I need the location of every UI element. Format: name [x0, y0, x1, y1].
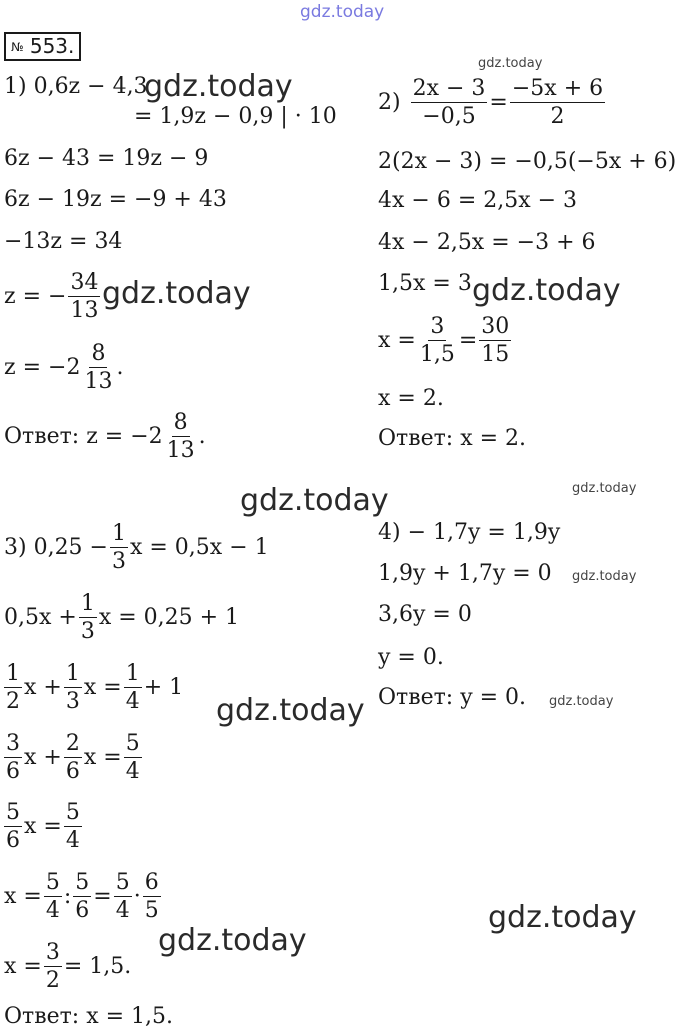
- numerator: 6: [143, 871, 161, 897]
- denominator: 3: [65, 689, 80, 714]
- number-sign: №: [11, 40, 24, 54]
- text: ·: [133, 884, 141, 909]
- fraction: [114, 871, 132, 922]
- numerator: 5: [44, 871, 62, 897]
- numerator: 1: [110, 522, 128, 548]
- text: z = −2: [4, 355, 81, 380]
- numerator: 3: [428, 315, 446, 341]
- text: :: [63, 884, 72, 909]
- text: 0,5x +: [4, 605, 77, 630]
- p1-line7: [4, 340, 124, 394]
- text: 3) 0,25 −: [4, 535, 108, 560]
- p4-line2: 1,9y + 1,7y = 0: [378, 561, 552, 586]
- p2-line3: 4x − 6 = 2,5x − 3: [378, 188, 578, 213]
- text: x =: [4, 954, 42, 979]
- denominator: 1,5: [419, 342, 455, 367]
- problem-number-badge: [4, 32, 81, 61]
- p3-line6: [4, 869, 163, 923]
- p4-line4: y = 0.: [378, 645, 444, 670]
- numerator: 2x − 3: [411, 77, 488, 103]
- p2-line4: 4x − 2,5x = −3 + 6: [378, 230, 596, 255]
- p1-line5: −13z = 34: [4, 229, 123, 254]
- p2-line2: 2(2x − 3) = −0,5(−5x + 6): [378, 149, 677, 174]
- numerator: 8: [89, 342, 107, 368]
- fraction: [44, 941, 62, 992]
- watermark: gdz.today: [472, 273, 621, 308]
- numerator: 34: [68, 271, 100, 297]
- numerator: 3: [4, 732, 22, 758]
- fraction: [82, 342, 114, 393]
- text: x = 0,25 + 1: [98, 605, 240, 630]
- p2-answer: Ответ: x = 2.: [378, 426, 527, 451]
- numerator: −5x + 6: [510, 77, 605, 103]
- fraction: [4, 732, 22, 783]
- denominator: 2: [45, 968, 60, 993]
- text: .: [116, 355, 124, 380]
- text: x =: [24, 814, 62, 839]
- denominator: 6: [6, 828, 20, 853]
- p1-answer: [4, 409, 206, 463]
- text: =: [489, 90, 508, 115]
- fraction: [411, 77, 488, 128]
- p3-line2: [4, 590, 240, 644]
- fraction: [479, 315, 511, 366]
- fraction: [79, 592, 97, 643]
- text: x =: [83, 745, 122, 770]
- text: x =: [4, 884, 42, 909]
- watermark: gdz.today: [158, 923, 307, 958]
- text: x =: [83, 675, 122, 700]
- fraction: [4, 801, 22, 852]
- numerator: 8: [172, 411, 190, 437]
- watermark-small: gdz.today: [549, 694, 614, 709]
- fraction: [64, 732, 82, 783]
- denominator: 6: [75, 898, 90, 923]
- text: = 1,5.: [63, 954, 132, 979]
- text: =: [93, 884, 112, 909]
- numerator: 2: [64, 732, 82, 758]
- denominator: 3: [111, 549, 126, 574]
- p1-line3: 6z − 43 = 19z − 9: [4, 146, 209, 171]
- watermark: gdz.today: [240, 483, 389, 518]
- fraction: [124, 732, 142, 783]
- denominator: 6: [65, 759, 80, 784]
- watermark-top: gdz.today: [300, 2, 385, 22]
- problem-number: 553.: [29, 34, 75, 58]
- text: + 1: [143, 675, 184, 700]
- p2-line5: 1,5x = 3: [378, 271, 472, 296]
- denominator: 15: [481, 342, 510, 367]
- numerator: 5: [73, 871, 91, 897]
- fraction: [64, 801, 82, 852]
- text: x =: [378, 328, 416, 353]
- p3-line5: [2, 799, 84, 853]
- p3-line4: [2, 730, 144, 784]
- denominator: 13: [70, 298, 99, 323]
- denominator: 4: [45, 898, 60, 923]
- p4-answer: Ответ: y = 0.: [378, 685, 527, 710]
- numerator: 1: [124, 662, 142, 688]
- numerator: 5: [64, 801, 82, 827]
- text: Ответ: z = −2: [4, 424, 163, 449]
- p4-line1: 4) − 1,7y = 1,9y: [378, 520, 561, 545]
- p4-line3: 3,6y = 0: [378, 602, 472, 627]
- denominator: 4: [125, 759, 140, 784]
- text: =: [458, 328, 478, 353]
- p1-line4: 6z − 19z = −9 + 43: [4, 187, 227, 212]
- p3-line3: [2, 660, 184, 714]
- fraction: [165, 411, 197, 462]
- text: x +: [24, 675, 62, 700]
- denominator: 2: [6, 689, 20, 714]
- denominator: 3: [80, 619, 95, 644]
- watermark-small: gdz.today: [572, 481, 637, 496]
- denominator: 5: [144, 898, 159, 923]
- numerator: 5: [114, 871, 132, 897]
- text: x = 0,5x − 1: [129, 535, 269, 560]
- text: z = −: [4, 284, 67, 309]
- watermark: gdz.today: [216, 693, 365, 728]
- fraction: [124, 662, 142, 713]
- watermark-small: gdz.today: [478, 56, 543, 71]
- fraction: [64, 662, 82, 713]
- p3-line1: [4, 520, 269, 574]
- numerator: 30: [479, 315, 511, 341]
- denominator: 6: [6, 759, 20, 784]
- denominator: 2: [550, 104, 565, 129]
- text: .: [198, 424, 206, 449]
- numerator: 1: [64, 662, 82, 688]
- numerator: 5: [4, 801, 22, 827]
- p2-line6: [378, 313, 513, 367]
- p2-line7: x = 2.: [378, 386, 444, 411]
- denominator: 13: [84, 369, 113, 394]
- watermark: gdz.today: [144, 69, 293, 104]
- denominator: 4: [65, 828, 80, 853]
- denominator: 13: [166, 438, 195, 463]
- text: 2): [378, 90, 401, 115]
- fraction: [510, 77, 605, 128]
- watermark-small: gdz.today: [572, 569, 637, 584]
- p1-line2: = 1,9z − 0,9 | · 10: [134, 104, 337, 129]
- p1-line6: [4, 269, 102, 323]
- numerator: 1: [79, 592, 97, 618]
- p3-line7: [4, 939, 132, 993]
- watermark: gdz.today: [102, 276, 251, 311]
- numerator: 1: [4, 662, 22, 688]
- fraction: [68, 271, 100, 322]
- denominator: −0,5: [422, 104, 476, 129]
- text: x +: [24, 745, 62, 770]
- fraction: [418, 315, 457, 366]
- p3-answer: Ответ: x = 1,5.: [4, 1004, 173, 1029]
- numerator: 3: [44, 941, 62, 967]
- fraction: [44, 871, 62, 922]
- fraction: [4, 662, 22, 713]
- fraction: [143, 871, 161, 922]
- p1-line1: 1) 0,6z − 4,3: [4, 74, 148, 99]
- denominator: 4: [115, 898, 130, 923]
- fraction: [110, 522, 128, 573]
- p2-line1: [378, 75, 607, 129]
- fraction: [73, 871, 91, 922]
- numerator: 5: [124, 732, 142, 758]
- denominator: 4: [125, 689, 140, 714]
- watermark: gdz.today: [488, 900, 637, 935]
